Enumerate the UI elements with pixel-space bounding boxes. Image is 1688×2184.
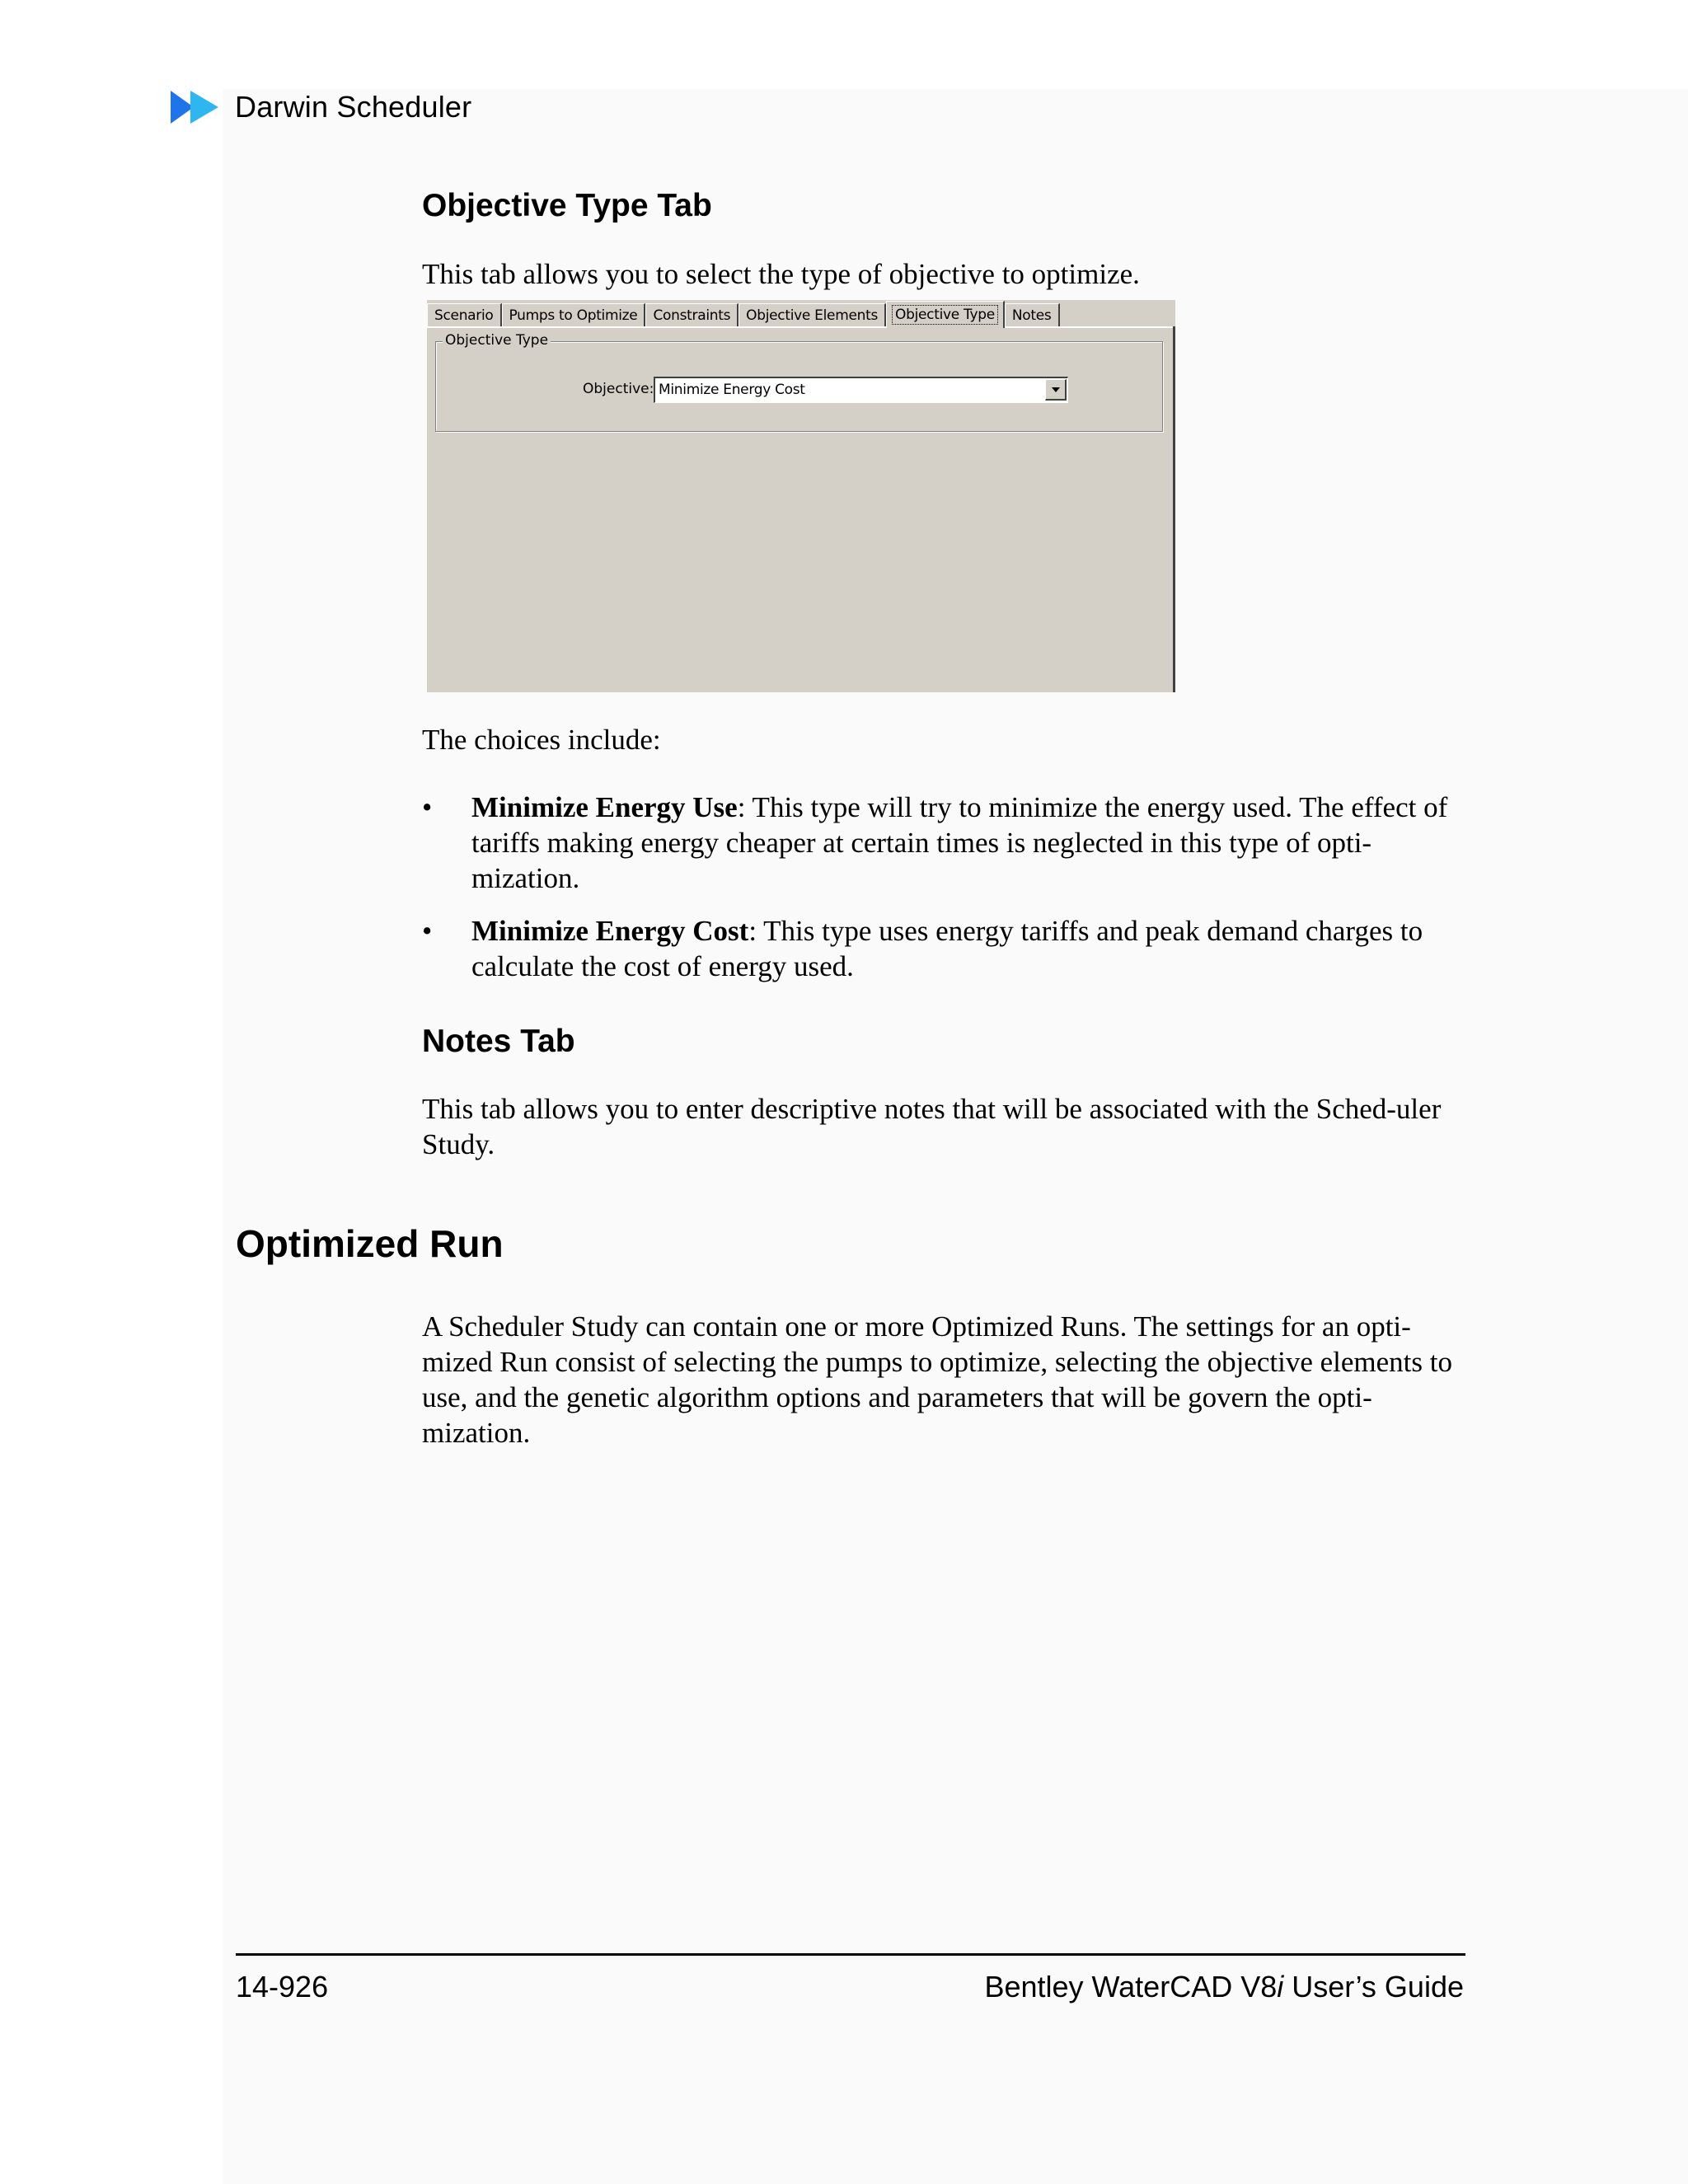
objective-type-groupbox	[435, 332, 1163, 432]
page-number: 14-926	[236, 1970, 329, 2004]
section-heading-objective-type: Objective Type Tab	[422, 188, 712, 223]
notes-tab-body: This tab allows you to enter descriptive notes that will be associated with the Sched-uler Study.	[422, 1093, 1442, 1160]
groupbox-title: Objective Type	[443, 332, 551, 349]
objective-type-intro: This tab allows you to select the type of objective to optimize.	[422, 258, 1140, 290]
objective-label: Objective:	[583, 381, 654, 397]
tab-label: Pumps to Optimize	[509, 307, 638, 324]
choice-description: : This type will try to minimize the energy used. The effect of tariffs making energy cheaper at certain times is neglected in this type of opti-mization.	[471, 791, 1448, 894]
bullet-icon: •	[422, 915, 433, 947]
tab-label: Notes	[1011, 307, 1052, 324]
choices-list	[422, 790, 1469, 1001]
guide-title-italic: i	[1277, 1970, 1284, 2004]
choice-term: Minimize Energy Use	[471, 791, 738, 823]
tab-label: Scenario	[434, 307, 494, 324]
objective-select[interactable]	[654, 377, 1068, 403]
list-item	[422, 913, 1469, 984]
dialog-tab-bar	[427, 300, 1175, 328]
tab-label: Constraints	[653, 307, 731, 324]
dialog-edge	[1173, 326, 1175, 692]
section-heading-optimized-run: Optimized Run	[236, 1222, 504, 1265]
tab-notes[interactable]	[1005, 303, 1060, 326]
footer-rule	[236, 1953, 1465, 1956]
chevron-down-icon	[1052, 387, 1060, 392]
choices-intro: The choices include:	[422, 724, 661, 756]
header-title: Darwin Scheduler	[235, 90, 472, 124]
guide-title	[984, 1970, 1464, 2004]
guide-title-suffix: User’s Guide	[1283, 1970, 1464, 2004]
running-header	[169, 86, 471, 129]
objective-select-value: Minimize Energy Cost	[659, 382, 805, 398]
guide-title-prefix: Bentley WaterCAD V8	[984, 1970, 1278, 2004]
tab-pumps-to-optimize[interactable]	[502, 303, 646, 326]
optimized-run-body: A Scheduler Study can contain one or more Optimized Runs. The settings for an opti-mized Run consist of selecting the pumps to optimize, selecting the objective elements to use, and the genetic algorithm options and parameters that will be govern the opti-mization.	[422, 1310, 1452, 1449]
choice-term: Minimize Energy Cost	[471, 915, 749, 947]
bullet-icon: •	[422, 791, 433, 823]
darwin-logo-icon	[169, 89, 220, 125]
tab-scenario[interactable]	[427, 303, 502, 326]
tab-label: Objective Type	[895, 307, 995, 323]
tab-constraints[interactable]	[645, 303, 738, 326]
tab-objective-elements[interactable]	[738, 303, 886, 326]
section-heading-notes-tab: Notes Tab	[422, 1024, 575, 1059]
tab-label: Objective Elements	[746, 307, 879, 324]
tab-objective-type[interactable]	[886, 301, 1005, 328]
list-item	[422, 790, 1469, 896]
choice-description: : This type uses energy tariffs and peak demand charges to calculate the cost of energy used.	[471, 915, 1423, 982]
objective-type-dialog	[427, 300, 1175, 692]
dropdown-button[interactable]	[1045, 379, 1067, 401]
